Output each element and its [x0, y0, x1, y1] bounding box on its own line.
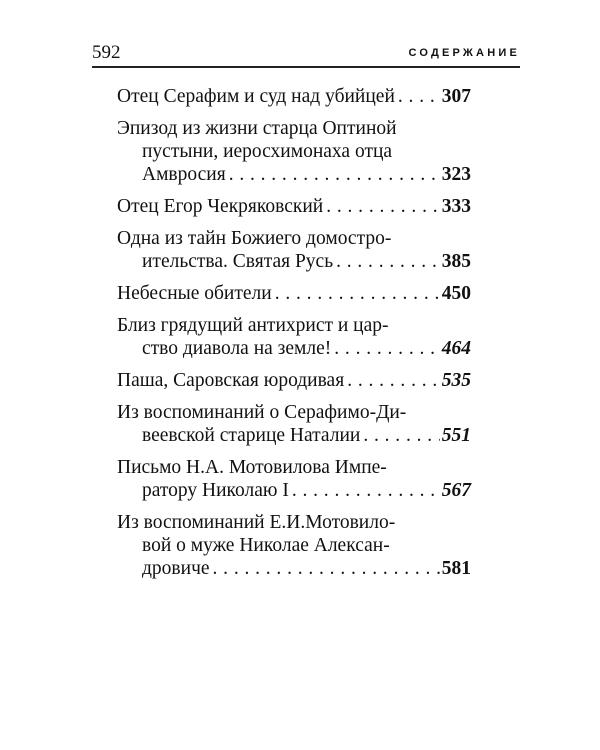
toc-entry-title: Небесные обители — [117, 283, 272, 304]
dot-leader — [229, 163, 440, 186]
toc-entry-line — [117, 117, 471, 140]
toc-entry-line — [117, 140, 471, 163]
running-title: СОДЕРЖАНИЕ — [408, 47, 520, 59]
toc-entry-line — [117, 282, 471, 305]
toc-page-number: 333 — [441, 196, 471, 217]
toc-entry-title: веевской старице Наталии — [142, 425, 361, 446]
toc-entry-line — [117, 250, 471, 273]
toc-page-number: 385 — [441, 251, 471, 272]
toc-entry-line — [117, 314, 471, 337]
toc-entry-title: Из воспоминаний о Серафимо-Ди- — [117, 402, 407, 423]
toc-entry-line — [117, 401, 471, 424]
toc-entry — [117, 401, 471, 447]
toc-entry-title: Письмо Н.А. Мотовилова Импе- — [117, 457, 387, 478]
toc-entry — [117, 227, 471, 273]
dot-leader — [326, 195, 440, 218]
dot-leader — [363, 424, 439, 447]
toc-entry-line — [117, 369, 471, 392]
toc-entry — [117, 511, 471, 580]
toc-entry — [117, 195, 471, 218]
toc-entry-title: пустыни, иеросхимонаха отца — [142, 141, 393, 162]
toc-entry-title: ство диавола на земле! — [142, 338, 332, 359]
toc-entry-line — [117, 163, 471, 186]
toc-page-number: 464 — [441, 338, 471, 359]
toc-page-number: 567 — [441, 480, 471, 501]
toc-entry-title: Эпизод из жизни старца Оптиной — [117, 118, 397, 139]
toc-entry-title: вой о муже Николае Алексан- — [142, 535, 390, 556]
toc-entry-title: Близ грядущий антихрист и цар- — [117, 315, 389, 336]
toc-entry-title: ратору Николаю I — [142, 480, 289, 501]
toc-entry-line — [117, 424, 471, 447]
toc-entry-title: Паша, Саровская юродивая — [117, 370, 345, 391]
toc-entry-line — [117, 195, 471, 218]
dot-leader — [213, 557, 440, 580]
toc-entry-title: Отец Серафим и суд над убийцей — [117, 86, 395, 107]
toc-entry — [117, 456, 471, 502]
toc-page-number: 323 — [441, 164, 471, 185]
toc-entry-title: Амвросия — [142, 164, 226, 185]
toc-entry-title: Одна из тайн Божиего домостро- — [117, 228, 392, 249]
toc-entry-line — [117, 511, 471, 534]
toc-entry-line — [117, 456, 471, 479]
dot-leader — [336, 250, 440, 273]
toc-entry — [117, 117, 471, 186]
dot-leader — [347, 369, 440, 392]
toc-entry — [117, 85, 471, 108]
dot-leader — [334, 337, 439, 360]
toc-entry-title: Отец Егор Чекряковский — [117, 196, 324, 217]
toc-page-number: 551 — [441, 425, 471, 446]
page-number: 592 — [92, 42, 121, 63]
dot-leader — [398, 85, 440, 108]
toc-entry-title: Из воспоминаний Е.И.Мотовило- — [117, 512, 396, 533]
toc-entry-title: дровиче — [142, 558, 210, 579]
toc-entry-line — [117, 85, 471, 108]
dot-leader — [292, 479, 440, 502]
toc-page-number: 535 — [441, 370, 471, 391]
toc-entry-line — [117, 479, 471, 502]
toc-page-number: 581 — [441, 558, 471, 579]
toc-entry — [117, 314, 471, 360]
toc-entry-line — [117, 227, 471, 250]
toc-page-number: 450 — [441, 283, 471, 304]
toc-entry — [117, 369, 471, 392]
running-header — [92, 42, 520, 68]
dot-leader — [275, 282, 440, 305]
toc-entry — [117, 282, 471, 305]
toc-entry-line — [117, 557, 471, 580]
table-of-contents — [117, 85, 471, 589]
toc-entry-title: ительства. Святая Русь — [142, 251, 334, 272]
toc-entry-line — [117, 534, 471, 557]
toc-page-number: 307 — [441, 86, 471, 107]
toc-entry-line — [117, 337, 471, 360]
